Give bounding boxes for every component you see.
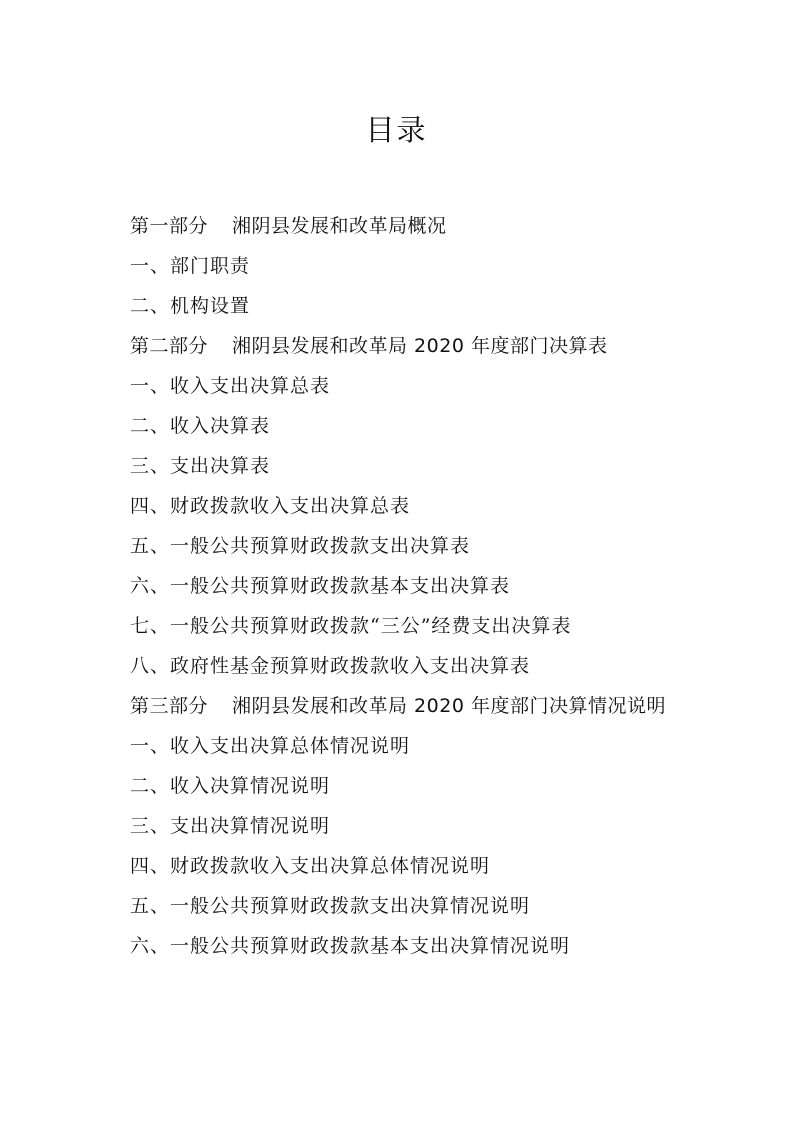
toc-item: 七、一般公共预算财政拨款“三公”经费支出决算表 [130, 615, 572, 637]
toc-part-heading [130, 326, 690, 366]
toc-part-heading [130, 686, 690, 726]
toc-item: 六、一般公共预算财政拨款基本支出决算情况说明 [130, 935, 571, 957]
toc-item: 五、一般公共预算财政拨款支出决算情况说明 [130, 895, 531, 917]
toc-item: 一、部门职责 [130, 255, 251, 277]
toc-item: 四、财政拨款收入支出决算总表 [130, 495, 411, 517]
toc-item: 五、一般公共预算财政拨款支出决算表 [130, 535, 471, 557]
toc-part-heading [130, 206, 690, 246]
toc-item: 二、机构设置 [130, 295, 251, 317]
toc-item: 四、财政拨款收入支出决算总体情况说明 [130, 855, 491, 877]
part-label: 第一部分 [130, 215, 209, 237]
part-label: 第二部分 [130, 335, 209, 357]
toc-item: 二、收入决算表 [130, 415, 271, 437]
part-title: 湘阴县发展和改革局 2020 年度部门决算表 [232, 335, 608, 357]
toc-item: 一、收入支出决算总表 [130, 375, 331, 397]
part-label: 第三部分 [130, 695, 209, 717]
toc-item: 三、支出决算情况说明 [130, 815, 331, 837]
table-of-contents [130, 206, 690, 966]
page-title: 目录 [365, 113, 428, 147]
toc-item: 一、收入支出决算总体情况说明 [130, 735, 411, 757]
toc-item: 三、支出决算表 [130, 455, 271, 477]
toc-item: 六、一般公共预算财政拨款基本支出决算表 [130, 575, 511, 597]
part-title: 湘阴县发展和改革局概况 [232, 215, 447, 237]
part-title: 湘阴县发展和改革局 2020 年度部门决算情况说明 [232, 695, 666, 717]
toc-item: 八、政府性基金预算财政拨款收入支出决算表 [130, 655, 531, 677]
toc-item: 二、收入决算情况说明 [130, 775, 331, 797]
